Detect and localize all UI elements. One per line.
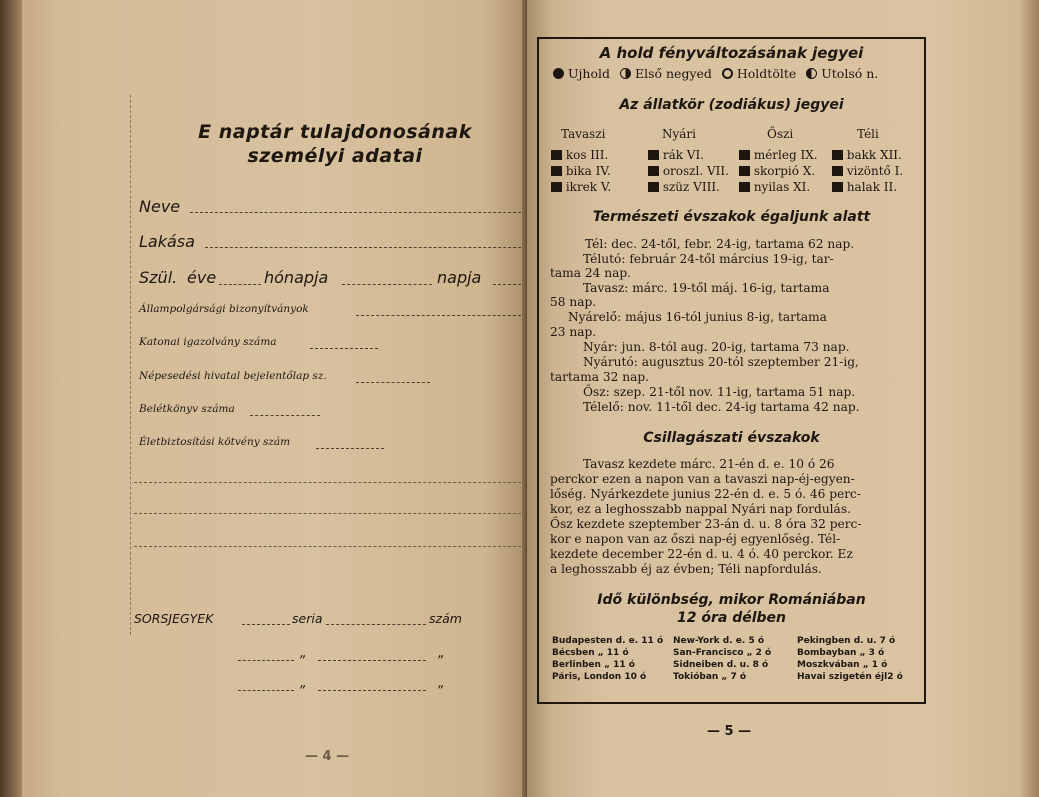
full-moon-icon [722,68,733,79]
time-cell: Berlinben „ 11 ó [552,660,635,670]
water-bearer-icon [832,166,843,176]
moon-phases-heading: A hold fényváltozásának jegyei [599,44,864,62]
population-office-label: Népesedési hivatal bejelentőlap sz. [139,370,327,382]
number-label: szám [429,611,462,626]
birth-label: Szül. [139,268,178,287]
scorpion-icon [739,166,750,176]
zodiac-cell: rák VI. [648,148,704,162]
zodiac-cell: bakk XII. [832,148,902,162]
full-moon-label: Holdtölte [736,66,797,81]
residence-book-label: Belétkönyv száma [139,403,235,415]
insurance-label: Életbiztosítási kötvény szám [139,436,291,448]
crab-icon [648,150,659,160]
lottery-tickets-label: SORSJEGYEK [134,611,214,626]
natural-line: Tavasz: márc. 19-től máj. 16-ig, tartama [583,281,830,295]
goat-icon [832,150,843,160]
zodiac-cell: oroszl. VII. [648,164,729,178]
ditto-mark: „ [438,646,445,661]
zodiac-cell: ikrek V. [551,180,611,194]
address-line[interactable] [205,247,526,248]
astronomical-seasons-heading: Csillagászati évszakok [643,430,820,446]
natural-line: Tél: dec. 24-től, febr. 24-ig, tartama 62 nap. [585,237,855,251]
ditto-mark: „ [438,676,445,691]
fish-icon [832,182,843,192]
time-cell: Havai szigetén éjl2 ó [797,672,903,682]
name-label: Neve [139,197,181,216]
zodiac-cell: nyilas XI. [739,180,810,194]
season-summer: Nyári [662,127,697,141]
moon-phases-row [553,66,878,81]
season-autumn: Őszi [767,127,794,141]
natural-line: tartama 32 nap. [550,370,650,384]
new-moon-label: Ujhold [567,66,610,81]
blank-line-2[interactable] [134,513,526,514]
virgin-icon [648,182,659,192]
natural-line: 58 nap. [550,295,597,309]
birth-month-label: hónapja [264,268,329,287]
archer-icon [739,182,750,192]
astro-line: kor e napon van az őszi nap-éj egyenlőség. Tél- [550,532,841,546]
owner-details-title [160,120,510,168]
ditto-mark: „ [300,646,307,661]
citizenship-label: Állampolgársági bizonyítványok [139,303,309,315]
astro-line: kor, ez a leghosszabb nappal Nyári nap fordulás. [550,502,851,516]
lottery-line-1b[interactable] [326,624,426,625]
zodiac-cell: skorpió X. [739,164,815,178]
lottery-line-2a[interactable] [238,660,294,661]
natural-line: Ősz: szep. 21-től nov. 11-ig, tartama 51 nap. [583,385,856,399]
zodiac-cell: szüz VIII. [648,180,720,194]
series-label: seria [292,611,323,626]
name-line[interactable] [190,212,526,213]
natural-line: 23 nap. [550,325,597,339]
natural-line: Nyárelő: május 16-tól junius 8-ig, tartama [568,310,827,324]
time-difference-heading: Idő különbség, mikor Romániában [597,592,866,608]
lottery-line-2b[interactable] [318,660,426,661]
lottery-line-3b[interactable] [318,690,426,691]
last-quarter-label: Utolsó n. [821,66,879,81]
astro-line: Ősz kezdete szeptember 23-án d. u. 8 óra 32 perc- [550,517,862,531]
astro-line: a leghosszabb éj az évben; Téli napfordulás. [550,562,822,576]
twins-icon [551,182,562,192]
natural-line: Nyár: jun. 8-tól aug. 20-ig, tartama 73 nap. [583,340,850,354]
natural-seasons-heading: Természeti évszakok égaljunk alatt [592,209,871,225]
time-cell: Tokióban „ 7 ó [673,672,747,682]
residence-book-line[interactable] [250,415,320,416]
title-line-2: személyi adatai [247,145,423,167]
zodiac-cell: kos III. [551,148,608,162]
lottery-line-3a[interactable] [238,690,294,691]
time-cell: San-Francisco „ 2 ó [673,648,772,658]
natural-line: tama 24 nap. [550,266,632,280]
time-cell: Bécsben „ 11 ó [552,648,629,658]
astro-line: Tavasz kezdete márc. 21-én d. e. 10 ó 26 [583,457,835,471]
population-office-line[interactable] [356,382,430,383]
season-winter: Téli [857,127,879,141]
citizenship-line[interactable] [356,315,526,316]
address-label: Lakása [139,232,195,251]
ram-icon [551,150,562,160]
natural-line: Télutó: február 24-től március 19-ig, tar- [583,252,834,266]
insurance-line[interactable] [316,448,384,449]
ditto-mark: „ [300,676,307,691]
season-spring: Tavaszi [561,127,606,141]
natural-line: Nyárutó: augusztus 20-tól szeptember 21-ig, [583,355,859,369]
birth-month-line[interactable] [342,284,432,285]
lottery-line-1a[interactable] [242,624,290,625]
time-cell: Páris, London 10 ó [552,672,647,682]
time-cell: Sidneiben d. u. 8 ó [673,660,769,670]
astro-line: kezdete december 22-én d. u. 4 ó. 40 perckor. Ez [550,547,853,561]
zodiac-cell: bika IV. [551,164,611,178]
scales-icon [739,150,750,160]
birth-year-line[interactable] [219,284,261,285]
astro-line: perckor ezen a napon van a tavaszi nap-éj-egyen- [550,472,855,486]
time-cell: Moszkvában „ 1 ó [797,660,888,670]
last-quarter-icon [806,68,817,79]
military-id-line[interactable] [310,348,378,349]
first-quarter-icon [620,68,631,79]
time-cell: Budapesten d. e. 11 ó [552,636,664,646]
new-moon-icon [553,68,564,79]
zodiac-cell: mérleg IX. [739,148,818,162]
left-page-edge [0,0,22,797]
time-cell: Bombayban „ 3 ó [797,648,885,658]
blank-line-3[interactable] [134,546,526,547]
first-quarter-label: Első negyed [634,66,712,81]
page-number-right: — 5 — [707,724,752,739]
zodiac-cell: halak II. [832,180,897,194]
blank-line-1[interactable] [134,482,526,483]
birth-day-label: napja [437,268,482,287]
natural-line: Télelő: nov. 11-től dec. 24-ig tartama 42 nap. [583,400,860,414]
time-cell: Pekingben d. u. 7 ó [797,636,896,646]
zodiac-cell: vizöntő I. [832,164,903,178]
lion-icon [648,166,659,176]
page-number-left: — 4 — [305,749,350,764]
time-difference-subheading: 12 óra délben [677,610,786,626]
bull-icon [551,166,562,176]
birth-year-label: éve [187,268,217,287]
zodiac-heading: Az állatkör (zodiákus) jegyei [619,97,844,113]
military-id-label: Katonai igazolvány száma [139,336,277,348]
astro-line: lőség. Nyárkezdete junius 22-én d. e. 5 ó. 46 perc- [550,487,862,501]
time-cell: New-York d. e. 5 ó [673,636,765,646]
margin-line [130,95,132,635]
title-line-1: E naptár tulajdonosának [198,121,472,143]
